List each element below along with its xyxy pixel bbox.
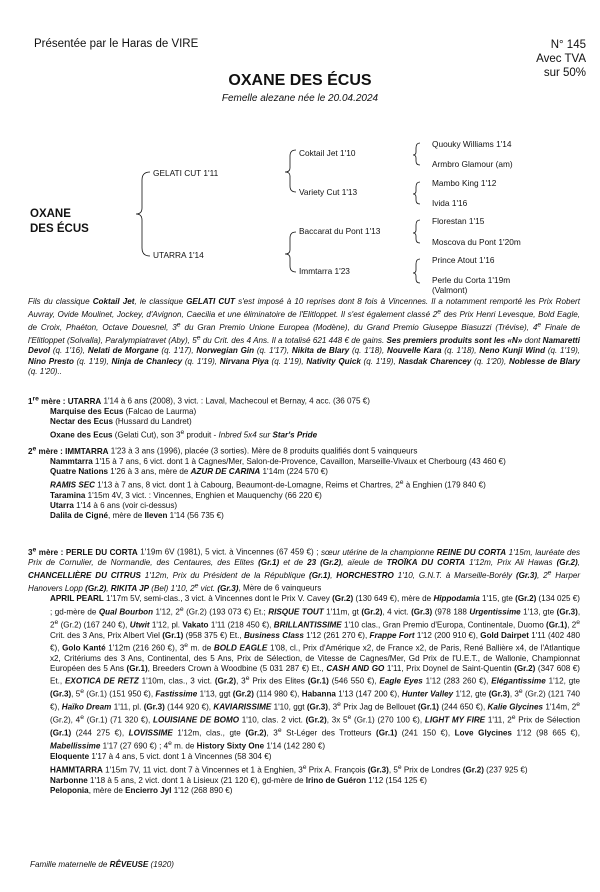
gg-5: Florestan 1'15 xyxy=(432,216,485,226)
second-dam-produce: Utarra 1'14 à 6 ans (voir ci-dessus) xyxy=(50,500,178,510)
second-dam-produce: Quatre Nations 1'26 à 3 ans, mère de AZUR DE CARINA 1'14m (224 570 €) xyxy=(50,467,328,477)
third-dam-produce-april-pearl: APRIL PEARL 1'17m 5V, semi-clas., 3 vict. à Vincennes dont le Prix V. Cavey (Gr.2) (130 649 €), mère de Hippodamia 1'15, gte (Gr.2) (134 025 €) ; gd-mère de Qual Bourbon 1'12, 2e (Gr.2) (193 073 €) Et.; RISQUE TOUT 1'11m, gt (Gr.2), 4 vict. (Gr.3) (978 188 Urgentissime 1'13, gte (Gr.3), 2e (Gr.2) (167 240 €), Utwit 1'12, pl. Vakato 1'11 (218 450 €), BRILLANTISSIME 1'10 clas., Gran Premio d'Europa, Continentale, Duomo (Gr.1), 2e Crit. des 3 Ans, Prix Albert Viel (Gr.1) (958 375 €) Et., Business Class 1'12 (261 270 €), Frappe Fort 1'12 (200 910 €), Gold Dairpet 1'11 (402 480 €), Golo Kanté 1'12m (216 260 €), 3e m. de BOLD EAGLE 1'08, cl., Prix d'Amérique x2, de France x2, de Paris, René Ballière x4, de l'Atlantique x2, Critériums des 3 Ans, Continental, des 5 Ans, Prix de Sélection, de Vitesse de Cagnes/Mer, Gd Prix de l'U.E.T., de Wallonie, Championnat Européen des 5 Ans (Gr.1), Breeders Crown à Woodbine (5 031 287 €) Et., CASH AND GO 1'11, Prix Doynel de Saint-Quentin (Gr.2) (347 608 €) Et., EXOTICA DE RETZ 1'10m, clas., 3 vict. (Gr.2), 3e Prix des Elites (Gr.1) (546 550 €), Eagle Eyes 1'12 (283 260 €), Elégantissime 1'12, gte (Gr.3), 5e (Gr.1) (151 950 €), Fastissime 1'13, ggt (Gr.2) (114 980 €), Habanna 1'13 (147 200 €), Hunter Valley 1'12, gte (Gr.3), 3e (Gr.2) (121 740 €), Haïko Dream 1'11, pl. (Gr.3) (144 920 €), KAVIARISSIME 1'10, ggt (Gr.3), 3e Prix Jag de Bellouet (Gr.1) (244 650 €), Kalie Glycines 1'14m, 2e (Gr.2), 4e (Gr.1) (71 320 €), LOUISIANE DE BOMO 1'10, clas. 2 vict. (Gr.2), 3x 5e (Gr.1) (270 100 €), LIGHT MY FIRE 1'11, 2e Prix de Sélection (Gr.1) (244 275 €), LOVISSIME 1'12m, clas., gte (Gr.2), 3e St-Léger des Trotteurs (Gr.1) (241 150 €), Love Glycines 1'12 (98 665 €), Mabellissime 1'17 (27 690 €) ; 4e m. de History Sixty One 1'14 (142 280 €) xyxy=(50,594,581,751)
presented-by: Présentée par le Haras de VIRE xyxy=(34,38,199,50)
first-dam-section xyxy=(28,394,580,441)
sire-description: Fils du classique Coktail Jet, le classique GELATI CUT s'est imposé à 10 reprises dont 8 fois à Vincennes. Il a notamment remporté les Prix Robert Auvray, Ovide Moulinet, Jockey, d'Avignon, Caecilia et une éliminatoire de l'Elitloppet. Il s'est également classé 2e des Prix Henri Levesque, Bold Eagle, de Croix, Phaéton, Octave Douesnel, 3e du Gran Premio Unione Europea (Modène), du Grand Premio Giuseppe Biasuzzi (Trévise), 4e Finale de l'Elitloppet (Solvalla), Paralympiatravet (Aby), 5e du Crit. des 4 Ans. Il a totalisé 621 448 € de gains. Ses premiers produits sont les «N» dont Namaretti Devol (q. 1'16), Nelati de Morgane (q. 1'17), Norwegian Gin (q. 1'17), Nikita de Blary (q. 1'18), Nouvelle Kara (q. 1'18), Neno Kunji Wind (q. 1'19), Nino Presto (q. 1'19), Ninja de Chanlecy (q. 1'19), Nirvana Piya (q. 1'19), Nativity Quick (q. 1'19), Nasdak Charencey (q. 1'20), Noblesse de Blary (q. 1'20).. xyxy=(28,297,581,376)
first-dam-produce: Marquise des Ecus (Falcao de Laurma) xyxy=(50,406,197,416)
sire-dam: Variety Cut 1'13 xyxy=(299,187,358,197)
third-dam-produce: Peloponia, mère de Encierro Jyl 1'12 (268 890 €) xyxy=(50,785,233,795)
page-title: OXANE DES ÉCUS xyxy=(228,72,372,89)
gg-6: Moscova du Pont 1'20m xyxy=(432,237,521,247)
gg-2: Armbro Glamour (am) xyxy=(432,159,513,169)
second-dam-produce: RAMIS SEC 1'13 à 7 ans, 8 vict. dont 1 à Cabourg, Beaumont-de-Lomagne, Reims et Chartres, 2e à Enghien (179 840 €) xyxy=(50,478,486,490)
second-dam-heading: 2e mère : IMMTARRA 1'23 à 3 ans (1996), placée (3 sorties). Mère de 8 produits qualifiés dont 5 vainqueurs xyxy=(28,445,418,456)
lot-reserve: sur 50% xyxy=(543,67,586,79)
dam-sire: Baccarat du Pont 1'13 xyxy=(299,226,381,236)
sire: GELATI CUT 1'11 xyxy=(153,168,219,178)
gg-8: Perle du Corta 1'19m xyxy=(432,275,511,285)
sire-sire: Coktail Jet 1'10 xyxy=(299,148,356,158)
dam: UTARRA 1'14 xyxy=(153,250,204,260)
second-dam-produce: Taramina 1'15m 4V, 3 vict. : Vincennes, Enghien et Mauquenchy (66 220 €) xyxy=(50,490,322,500)
gg-4: Ivida 1'16 xyxy=(432,198,468,208)
horse-name xyxy=(30,207,89,237)
gg-7: Prince Atout 1'16 xyxy=(432,255,495,265)
third-dam-produce: Eloquente 1'17 à 4 ans, 5 vict. dont 1 à Vincennes (58 304 €) xyxy=(50,752,272,762)
maternal-family: Famille maternelle de RÊVEUSE (1920) xyxy=(30,860,174,869)
page-subtitle: Femelle alezane née le 20.04.2024 xyxy=(221,93,379,104)
third-dam-produce: Narbonne 1'18 à 5 ans, 2 vict. dont 1 à Lisieux (21 120 €), gd-mère de Irino de Guéron 1'12 (154 125 €) xyxy=(50,775,427,785)
second-dam-produce: Dalila de Cigné, mère de Ileven 1'14 (56 735 €) xyxy=(50,511,224,521)
second-dam-produce: Nammtarra 1'15 à 7 ans, 6 vict. dont 1 à Cagnes/Mer, Salon-de-Provence, Cavaillon, Marseille-Vivaux et Cherbourg (43 460 €) xyxy=(50,456,506,466)
first-dam-heading: 1re mère : UTARRA 1'14 à 6 ans (2008), 3 vict. : Laval, Machecoul et Bernay, 4 acc. (36 075 €) xyxy=(28,395,370,406)
first-dam-produce: Oxane des Ecus (Gelati Cut), son 3e produit - Inbred 5x4 sur Star's Pride xyxy=(50,428,318,440)
gg-1: Quouky Williams 1'14 xyxy=(432,139,512,149)
gg-8-sire: (Valmont) xyxy=(432,285,468,295)
first-dam-produce: Nectar des Ecus (Hussard du Landret) xyxy=(50,417,192,427)
third-dam-produce: HAMMTARRA 1'15m 7V, 11 vict. dont 7 à Vincennes et 1 à Enghien, 3e Prix A. François (Gr.3), 5e Prix de Londres (Gr.2) (237 925 €) xyxy=(50,763,528,775)
dam-dam: Immtarra 1'23 xyxy=(299,266,350,276)
gg-3: Mambo King 1'12 xyxy=(432,178,497,188)
third-dam-heading: 3e mère : PERLE DU CORTA 1'19m 6V (1981), 5 vict. à Vincennes (67 459 €) ; sœur utérine de la championne REINE DU CORTA 1'15m, lauréate des Prix de Cornulier, de Normandie, des Centaures, des Elites (Gr.1) et de 23 (Gr.2), aïeule de TROÏKA DU CORTA 1'12m, Prix Ali Hawas (Gr.2), CHANCELLIÈRE DU CITRUS 1'12m, Prix du Président de la République (Gr.1), HORCHESTRO 1'10, G.N.T. à Marseille-Borély (Gr.3), 2e Harper Hanovers Lopp (Gr.2), RIKITA JP (Bel) 1'10, 2e vict. (Gr.3), Mère de 6 vainqueurs xyxy=(28,546,581,593)
third-dam-section xyxy=(28,545,580,796)
second-dam-section xyxy=(28,444,580,521)
horse-name-line2: DES ÉCUS xyxy=(30,223,89,235)
lot-tva: Avec TVA xyxy=(536,53,586,65)
lot-number: N° 145 xyxy=(550,39,586,51)
horse-name-line1: OXANE xyxy=(30,208,71,220)
